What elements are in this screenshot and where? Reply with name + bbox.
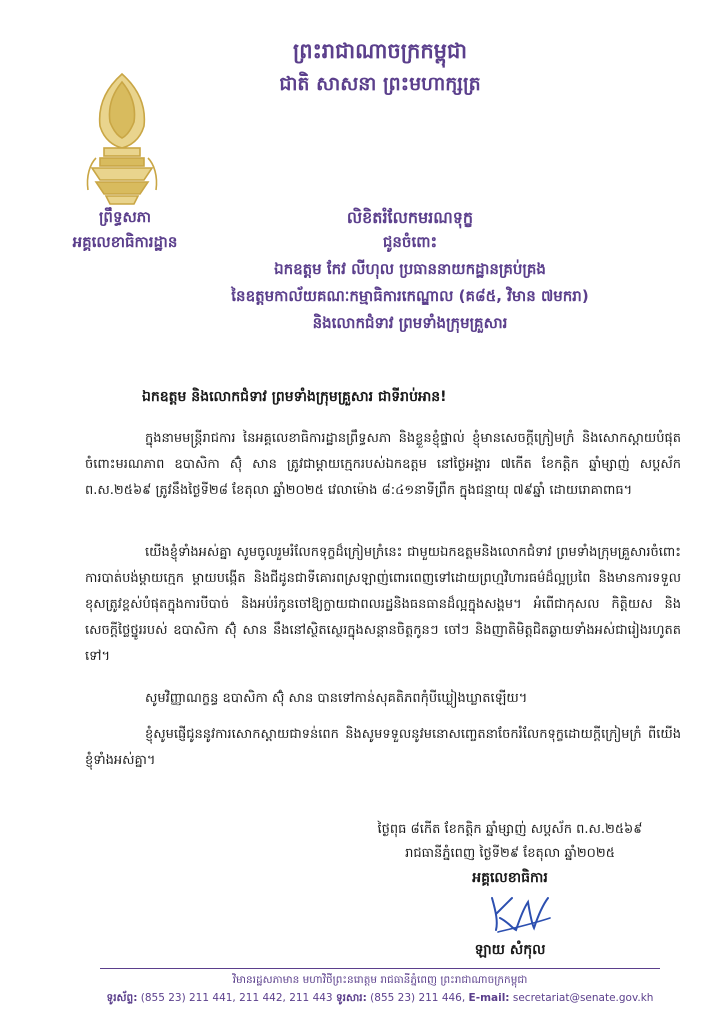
- recipient-line: ឯកឧត្តម កែវ លីហុល ប្រធាននាយកដ្ឋានគ្រប់គ្រង: [274, 260, 546, 278]
- letter-title: លិខិតរំលែកមរណទុក្ខ: [346, 208, 474, 227]
- sender-institution: ព្រឹទ្ធសភា: [98, 208, 152, 226]
- fax-number: (855 23) 211 446,: [370, 992, 466, 1004]
- body-paragraph: ខ្ញុំសូមផ្ញើជូននូវការសោកស្តាយជាទន់ពេក និងសូមទទួលនូវមនោសញ្ចេតនាចែករំលែកទុក្ខដោយក្តីក្រៀមក្រំ ពីយើងខ្ញុំទាំងអស់គ្នា។: [85, 727, 681, 768]
- date-place: រាជធានីភ្នំពេញ ថ្ងៃទី២៩ ខែតុលា ឆ្នាំ២០២៥: [405, 846, 615, 861]
- nation-title: ព្រះរាជាណាចក្រកម្ពុជា: [292, 39, 467, 63]
- sender-department: អគ្គលេខាធិការដ្ឋាន: [72, 233, 178, 251]
- phone-number: (855 23) 211 441, 211 442, 211 443: [140, 992, 333, 1004]
- signer-title: អគ្គលេខាធិការ: [472, 870, 548, 886]
- footer-divider: [100, 968, 660, 969]
- signer-name: ឡាយ សំកុល: [474, 942, 546, 958]
- email-link[interactable]: secretariat@senate.gov.kh: [512, 992, 654, 1004]
- recipient-line: នៃឧត្តមកាល័យគណៈកម្មាធិការកេណ្ឌាល (គ៨៥, វិមាន ៧មករា): [231, 287, 589, 305]
- fax-label: ទូរសារ:: [335, 992, 367, 1004]
- salutation: ឯកឧត្តម និងលោកជំទាវ ព្រមទាំងក្រុមគ្រួសារ ជាទីរាប់អាន!: [142, 389, 447, 405]
- body-paragraph: សូមវិញ្ញាណក្ខន្ធ ឧបាសិកា ស៊ុំ សាន បានទៅកាន់សុគតិភពកុំបីឃ្លៀងឃ្លាតឡើយ។: [145, 691, 528, 706]
- date-lunar: ថ្ងៃពុធ ៨កើត ខែកត្តិក ឆ្នាំម្សាញ់ សប្តស័ក ព.ស.២៥៦៩: [377, 822, 643, 837]
- nation-motto: ជាតិ សាសនា ព្រះមហាក្សត្រ: [279, 73, 481, 95]
- footer-contact: [90, 990, 670, 1006]
- recipient-line: ជូនចំពោះ: [382, 233, 438, 251]
- recipient-line: និងលោកជំទាវ ព្រមទាំងក្រុមគ្រួសារ: [312, 314, 508, 332]
- body-paragraph: យើងខ្ញុំទាំងអស់គ្នា សូមចូលរួមរំលែកទុក្ខដ៏ក្រៀមក្រំនេះ ជាមួយឯកឧត្តមនិងលោកជំទាវ ព្រមទាំងក្រុមគ្រួសារចំពោះការបាត់បង់ម្តាយក្មេក ម្តាយបង្កើត និងជីដូនជាទីគោរពស្រឡាញ់ពោរពេញទៅដោយព្រហ្មវិហារធម៌ដ៏ល្អប្រពៃ និងមានការទទួលខុសត្រូវខ្ពស់បំផុតក្នុងការបីបាច់ និងអប់រំកូនចៅឱ្យក្លាយជាពលរដ្ឋនិងធនធានដ៏ល្អក្នុងសង្គម។ អំពើជាកុសល កិត្តិយស និងសេចក្តីថ្លៃថ្នូររបស់ ឧបាសិកា ស៊ុំ សាន នឹងនៅស្ថិតស្ថេរក្នុងសន្តានចិត្តកូនៗ ចៅៗ និងញាតិមិត្តជិតឆ្ងាយទាំងអស់ជារៀងរហូតតទៅ។: [85, 545, 681, 664]
- handwritten-signature: [478, 888, 558, 940]
- body-paragraph: ក្នុងនាមមន្ត្រីរាជការ នៃអគ្គលេខាធិការដ្ឋានព្រឹទ្ធសភា និងខ្លួនខ្ញុំផ្ទាល់ ខ្ញុំមានសេចក្តីក្រៀមក្រំ និងសោកស្តាយបំផុតចំពោះមរណភាព ឧបាសិកា ស៊ុំ សាន ត្រូវជាម្តាយក្មេករបស់ឯកឧត្តម នៅថ្ងៃអង្គារ ៧កើត ខែកត្តិក ឆ្នាំម្សាញ់ សប្តស័ក ព.ស.២៥៦៩ ត្រូវនឹងថ្ងៃទី២៨ ខែតុលា ឆ្នាំ២០២៥ វេលាម៉ោង ៨:៤១នាទីព្រឹក ក្នុងជន្មាយុ ៧៩ឆ្នាំ ដោយរោគាពាធ។: [85, 431, 681, 498]
- senate-emblem-icon: [74, 68, 170, 208]
- phone-label: ទូរស័ព្ទ:: [106, 992, 138, 1004]
- email-label: E-mail:: [468, 992, 510, 1004]
- footer-address: វិមានរដ្ឋសភាមាន មហាវិថីព្រះនរោត្តម រាជធានីភ្នំពេញ ព្រះរាជាណាចក្រកម្ពុជា: [232, 974, 528, 986]
